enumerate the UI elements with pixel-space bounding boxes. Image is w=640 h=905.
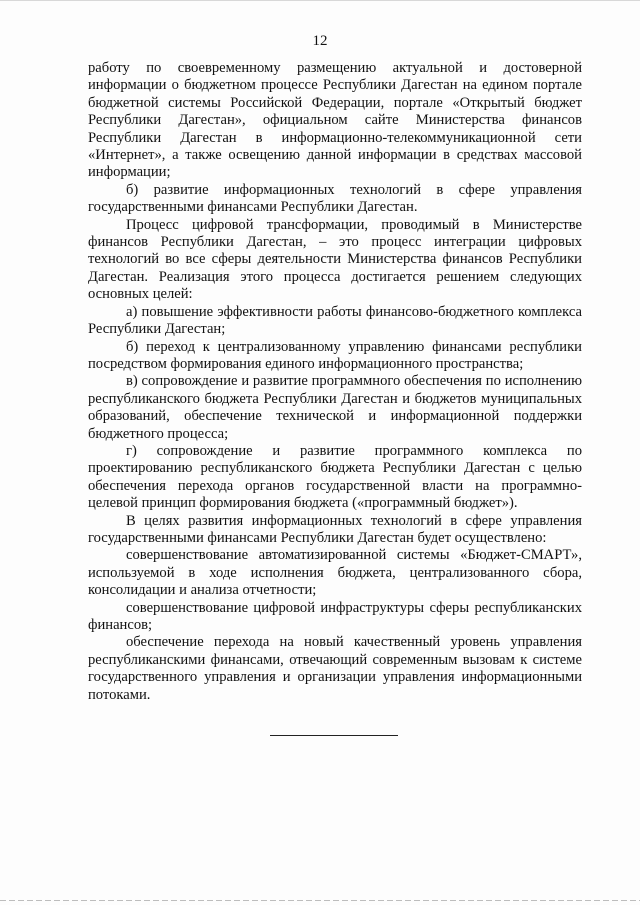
- paragraph-item-b-it-development: б) развитие информационных технологий в сфере управления государственными финансами Республики Дагестан.: [88, 181, 582, 216]
- paragraph-goal-v: в) сопровождение и развитие программного обеспечения по исполнению республиканского бюджета Республики Дагестан и бюджетов муниципальных образований, обеспечение технической и информационной поддержки бюджетного процесса;: [88, 373, 582, 442]
- paragraph-it-measures-intro: В целях развития информационных технологий в сфере управления государственными финансами Республики Дагестан будет осуществлено:: [88, 512, 582, 546]
- scan-edge-bottom: [0, 900, 640, 901]
- paragraph-measure-budget-smart: совершенствование автоматизированной системы «Бюджет-СМАРТ», используемой в ходе исполнения бюджета, централизованного сбора, консолидации и анализа отчетности;: [88, 547, 582, 599]
- paragraph-goal-a: а) повышение эффективности работы финансово-бюджетного комплекса Республики Дагестан;: [88, 303, 582, 338]
- paragraph-measure-new-quality-level: обеспечение перехода на новый качественный уровень управления республиканскими финансами, отвечающий современным вызовам к системе государственного управления и организации управления информационными потоками.: [88, 634, 582, 703]
- document-body: [88, 60, 582, 704]
- paragraph-goal-g: г) сопровождение и развитие программного комплекса по проектированию республиканского бюджета Республики Дагестан с целью обеспечения перехода органов государственной власти на программно-целевой принцип формирования бюджета («программный бюджет»).: [88, 442, 582, 512]
- paragraph-digital-transformation: Процесс цифровой трансформации, проводимый в Министерстве финансов Республики Дагестан, – это процесс интеграции цифровых технологий во все сферы деятельности Министерства финансов Республики Дагестан. Реализация этого процесса достигается решением следующих основных целей:: [88, 216, 582, 303]
- paragraph-goal-b: б) переход к централизованному управлению финансами республики посредством формирования единого информационного пространства;: [88, 338, 582, 372]
- page-number: 12: [312, 33, 328, 49]
- end-of-text-rule: [270, 735, 398, 736]
- scan-edge-top: [0, 0, 640, 1]
- paragraph-continuation: работу по своевременному размещению актуальной и достоверной информации о бюджетном процессе Республики Дагестан на едином портале бюджетной системы Российской Федерации, портале «Открытый бюджет Республики Дагестан», официальном сайте Министерства финансов Республики Дагестан в информационно-телекоммуникационной сети «Интернет», а также освещению данной информации в средствах массовой информации;: [88, 60, 582, 181]
- paragraph-measure-digital-infrastructure: совершенствование цифровой инфраструктуры сферы республиканских финансов;: [88, 599, 582, 633]
